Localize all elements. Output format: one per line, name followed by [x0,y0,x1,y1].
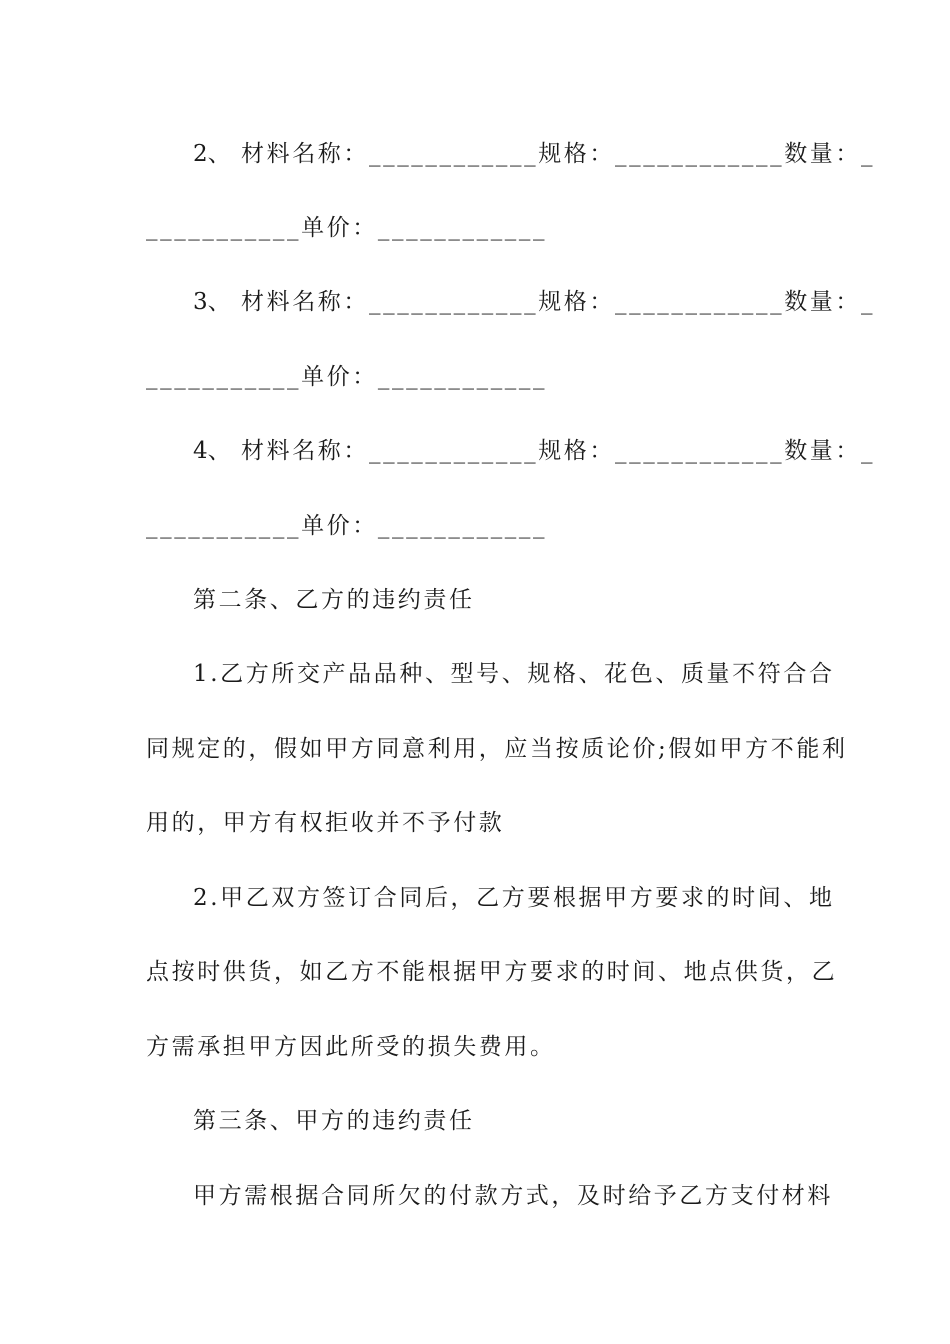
article-2-p2-line-2: 点按时供货，如乙方不能根据甲方要求的时间、地点供货，乙 [146,959,838,985]
item-4-fields: 材料名称：____________规格：____________数量：_ [241,438,876,464]
article-3-p1-line-1: 甲方需根据合同所欠的付款方式，及时给予乙方支付材料 [193,1183,833,1209]
item-4-number: 4、 [193,438,231,464]
article-2-p2-line-1: 2.甲乙双方签订合同后，乙方要根据甲方要求的时间、地 [193,885,835,911]
item-2-fields: 材料名称：____________规格：____________数量：_ [241,141,876,167]
item-3-number: 3、 [193,289,231,315]
article-2-p1-line-2: 同规定的，假如甲方同意利用，应当按质论价;假如甲方不能利 [146,736,848,762]
article-3-heading: 第三条、甲方的违约责任 [193,1108,475,1134]
article-2-heading: 第二条、乙方的违约责任 [193,587,475,613]
item-4-line-1 [193,436,876,466]
item-3-fields: 材料名称：____________规格：____________数量：_ [241,289,876,315]
item-4-line-2: ___________单价：____________ [146,513,548,539]
article-2-p2-line-3: 方需承担甲方因此所受的损失费用。 [146,1034,556,1060]
item-3-line-2: ___________单价：____________ [146,364,548,390]
item-2-line-1 [193,139,876,169]
article-2-p1-line-1: 1.乙方所交产品品种、型号、规格、花色、质量不符合合 [193,661,835,687]
item-2-number: 2、 [193,141,231,167]
item-2-line-2: ___________单价：____________ [146,215,548,241]
article-2-p1-line-3: 用的，甲方有权拒收并不予付款 [146,810,505,836]
item-3-line-1 [193,287,876,317]
